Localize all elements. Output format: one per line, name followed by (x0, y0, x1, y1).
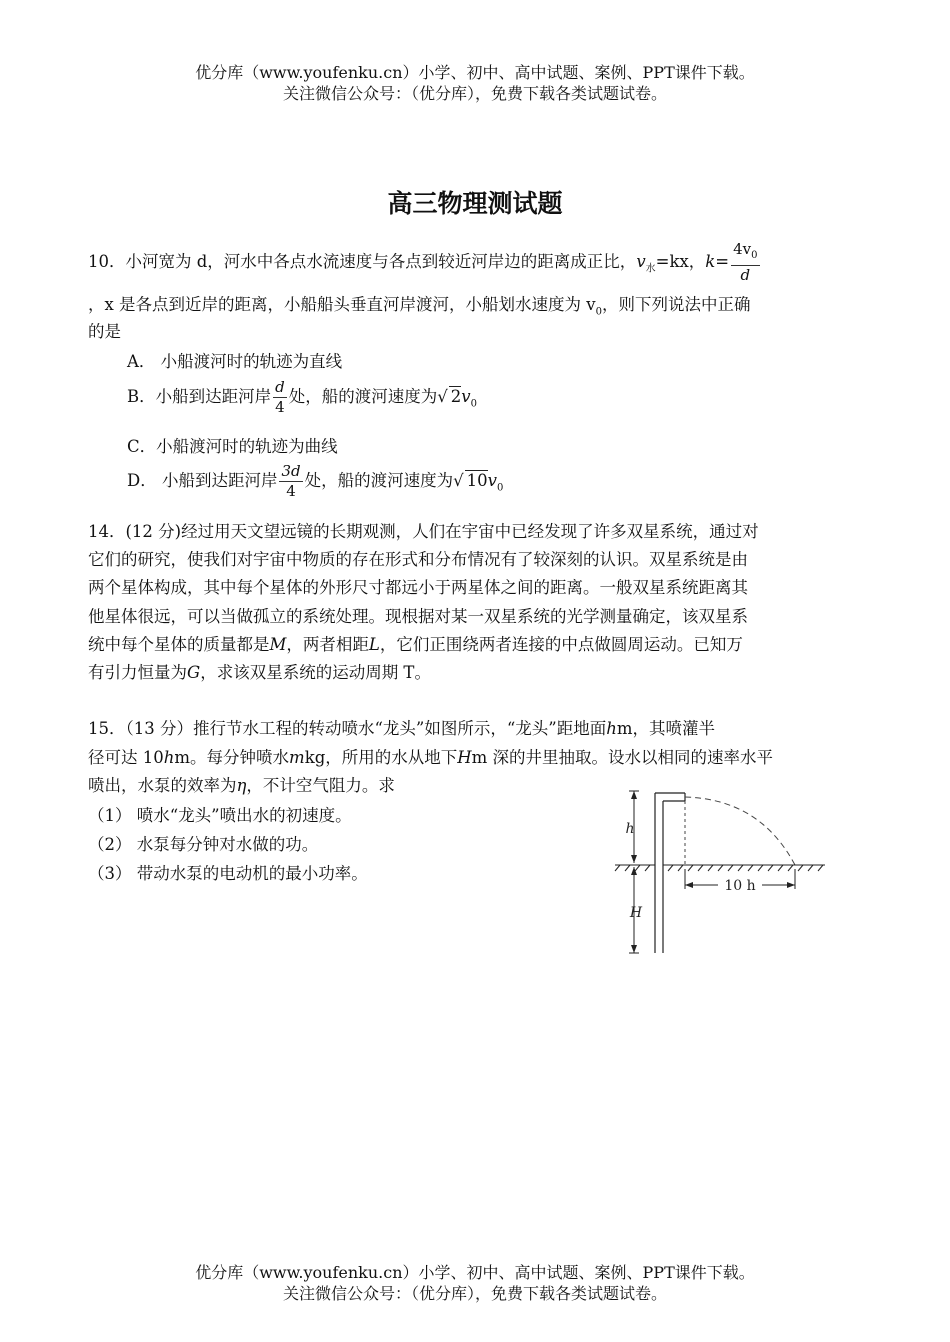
q15-line-1 (88, 715, 715, 739)
10h-arrow-right (787, 882, 795, 888)
q10-option-d: D． 小船到达距河岸 $\frac{3d}{4}$ 处，船的渡河速度为√ $10v_0$ (127, 462, 504, 500)
q15-l1-a: 15．（13 分）推行节水工程的转动喷水“龙头”如图所示，“龙头”距地面 (88, 719, 607, 738)
q10-stem-line-2 (88, 291, 751, 317)
q14-line-5 (88, 631, 743, 655)
q10-opt-d-pre: D． 小船到达距河岸 (127, 471, 278, 490)
q15-l2-a: 径可达 10 (88, 748, 164, 767)
10h-label: 10 h (724, 878, 756, 894)
H-label: H (629, 905, 643, 921)
header-line-1: 优分库（www.youfenku.cn）小学、初中、高中试题、案例、PPT课件下载。 (195, 63, 755, 82)
q14-l6-a: 有引力恒量为 (88, 663, 187, 682)
q15-l2-b: m。每分钟喷水 (174, 748, 290, 767)
q10-k-num: 4v (733, 240, 752, 258)
H-arrow-bottom (631, 945, 637, 953)
q15-l3-b: ，不计空气阻力。求 (246, 776, 395, 795)
q15-l2-c: kg，所用的水从地下 (304, 748, 458, 767)
q15-sub-question-2: （2） 水泵每分钟对水做的功。 (88, 835, 319, 854)
q10-k-num-sub: 0 (751, 250, 758, 261)
q10-opt-b-num: d (275, 378, 285, 396)
q15-sub-question-3: （3） 带动水泵的电动机的最小功率。 (88, 864, 368, 883)
q10-stem-line-3: 的是 (88, 322, 121, 341)
q10-v-water-sub: 水 (645, 263, 656, 275)
q10-line2-sub: 0 (595, 306, 602, 318)
page-title: 高三物理测试题 (387, 189, 563, 218)
q10-opt-d-den: 4 (286, 482, 296, 500)
q10-opt-b-fraction (273, 378, 287, 417)
q14-l5-b: ，两者相距 (286, 635, 369, 654)
q10-k-label: k= (705, 252, 730, 271)
q10-opt-d-fraction (279, 462, 302, 501)
sprinkler-pipe (655, 793, 685, 953)
q15-l3-a: 喷出，水泵的效率为 (88, 776, 237, 795)
q14-line-3: 两个星体构成，其中每个星体的外形尺寸都远小于两星体之间的距离。一般双星系统距离其 (88, 578, 748, 597)
q10-option-c: C．小船渡河时的轨迹为曲线 (127, 437, 338, 456)
q10-opt-d-v: v (487, 471, 497, 490)
q15-h-symbol: h (606, 719, 617, 738)
header-line-2: 关注微信公众号：（优分库），免费下载各类试题试卷。 (282, 84, 667, 103)
q14-g-symbol: G (187, 663, 201, 682)
q10-v-water: v (636, 252, 646, 271)
q15-h-symbol-2: h (163, 748, 175, 767)
q10-opt-d-num: 3d (281, 462, 301, 480)
footer-line-2: 关注微信公众号：（优分库），免费下载各类试题试卷。 (282, 1284, 667, 1303)
q10-opt-b-sub: 0 (470, 398, 477, 410)
q14-line-4: 他星体很远，可以当做孤立的系统处理。现根据对某一双星系统的光学测量确定，该双星系 (88, 607, 748, 626)
q10-option-a: A． 小船渡河时的轨迹为直线 (127, 352, 343, 371)
ground-line (615, 865, 825, 871)
q10-stem-line-1 (88, 240, 762, 285)
q10-k-den: d (740, 266, 751, 284)
water-trajectory (685, 797, 795, 865)
q14-line-2: 它们的研究，使我们对宇宙中物质的存在形式和分布情况有了较深刻的认识。双星系统是由 (88, 550, 748, 569)
q15-line-3 (88, 772, 395, 796)
q10-k-fraction (731, 240, 759, 285)
q15-line-2 (88, 744, 773, 768)
q15-sub-question-1: （1） 喷水“龙头”喷出水的初速度。 (88, 806, 352, 825)
q10-opt-d-sqrt: 10 (466, 471, 488, 490)
q14-l5-a: 统中每个星体的质量都是 (88, 635, 270, 654)
q10-line2-end: ，则下列说法中正确 (602, 295, 751, 314)
q10-opt-b-pre: B．小船到达距河岸 (127, 387, 272, 406)
q14-l6-b: ，求该双星系统的运动周期 T。 (200, 663, 431, 682)
q14-line-6 (88, 659, 431, 683)
q10-option-b: B．小船到达距河岸 $\frac{d}{4}$ 处，船的渡河速度为√ $2v_0$ (127, 378, 477, 416)
q10-opt-b-post: 处，船的渡河速度为 (288, 387, 438, 406)
q10-opt-b-den: 4 (275, 398, 285, 416)
q14-distance-symbol: L (368, 635, 380, 654)
10h-arrow-left (685, 882, 693, 888)
q10-stem-text: 10．小河宽为 d，河水中各点水流速度与各点到较近河岸边的距离成正比， (88, 252, 637, 271)
H-arrow-top (631, 867, 637, 875)
q15-l1-b: m，其喷灌半 (616, 719, 716, 738)
q10-opt-b-v: v (461, 387, 471, 406)
q10-opt-b-sqrt: 2 (450, 387, 462, 406)
q15-eta-symbol: η (236, 776, 247, 795)
h-arrow-bottom (631, 855, 637, 863)
q14-line-1: 14．(12 分)经过用天文望远镜的长期观测，人们在宇宙中已经发现了许多双星系统，通过对 (88, 522, 759, 541)
q10-opt-d-post: 处，船的渡河速度为 (304, 471, 454, 490)
q15-m-symbol: m (289, 748, 305, 767)
q10-line2-text: ，x 是各点到近岸的距离，小船船头垂直河岸渡河，小船划水速度为 v (88, 295, 596, 314)
q15-H-symbol: H (457, 748, 472, 767)
q10-eq-kx: =kx， (655, 252, 706, 271)
q10-opt-d-sub: 0 (496, 482, 504, 494)
sprinkler-diagram (610, 785, 850, 960)
h-arrow-top (631, 791, 637, 799)
footer-line-1: 优分库（www.youfenku.cn）小学、初中、高中试题、案例、PPT课件下载。 (195, 1263, 755, 1282)
q14-l5-c: ，它们正围绕两者连接的中点做圆周运动。已知万 (379, 635, 743, 654)
q15-l2-d: m 深的井里抽取。设水以相同的速率水平 (471, 748, 774, 767)
h-label: h (625, 821, 635, 837)
q14-mass-symbol: M (269, 635, 287, 654)
